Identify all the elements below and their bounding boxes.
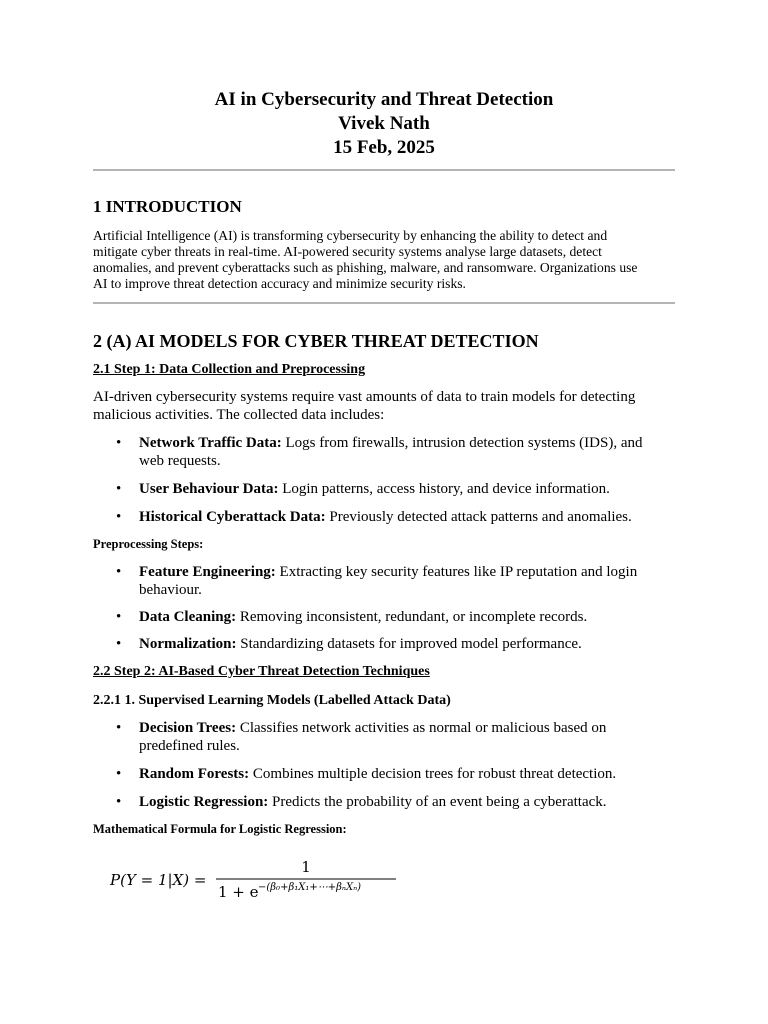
bullet-marker: • [116, 481, 122, 497]
step1-paragraph [93, 388, 683, 424]
bullet-marker: • [116, 766, 122, 782]
horizontal-rule [93, 302, 675, 304]
document-date: 15 Feb, 2025 [333, 137, 435, 158]
document-author: Vivek Nath [338, 113, 430, 134]
bullet-text-continued: behaviour. [139, 582, 202, 598]
step1-line: AI-driven cybersecurity systems require vast amounts of data to train models for detecting [93, 389, 636, 405]
intro-heading: 1 INTRODUCTION [93, 197, 242, 216]
bullet-marker: • [116, 509, 122, 525]
bullet-marker: • [116, 435, 122, 451]
formula-numerator: 1 [301, 858, 311, 876]
section2-heading: 2 (A) AI MODELS FOR CYBER THREAT DETECTION [93, 331, 539, 351]
bullet-text: Removing inconsistent, redundant, or incomplete records. [236, 609, 588, 625]
intro-line: mitigate cyber threats in real-time. AI-powered security systems analyse large datasets, detect [93, 244, 602, 259]
bullet-text: Classifies network activities as normal or malicious based on [236, 720, 607, 736]
bullet-term: Data Cleaning: [139, 609, 237, 625]
step1-line: malicious activities. The collected data includes: [93, 407, 385, 423]
bullet-marker: • [116, 564, 122, 580]
bullet-text: Login patterns, access history, and device information. [278, 481, 610, 497]
intro-paragraph [93, 228, 683, 292]
bullet-marker: • [116, 794, 122, 810]
bullet-marker: • [116, 609, 122, 625]
bullet-term: Decision Trees: [139, 720, 237, 736]
bullet-term: Network Traffic Data: [139, 435, 282, 451]
step1-heading: 2.1 Step 1: Data Collection and Preprocessing [93, 362, 366, 377]
bullet-term: Random Forests: [139, 766, 250, 782]
supervised-heading: 2.2.1 1. Supervised Learning Models (Labelled Attack Data) [93, 693, 451, 708]
bullet-text: Previously detected attack patterns and anomalies. [325, 509, 632, 525]
bullet-term: Logistic Regression: [139, 794, 269, 810]
bullet-text-continued: predefined rules. [139, 738, 240, 754]
intro-line: anomalies, and prevent cyberattacks such as phishing, malware, and ransomware. Organizations use [93, 260, 638, 275]
bullet-term: Historical Cyberattack Data: [139, 509, 326, 525]
bullet-text: Standardizing datasets for improved model performance. [236, 636, 582, 652]
bullet-text-continued: web requests. [139, 453, 221, 469]
bullet-text: Predicts the probability of an event being a cyberattack. [268, 794, 607, 810]
step2-heading: 2.2 Step 2: AI-Based Cyber Threat Detection Techniques [93, 664, 430, 679]
bullet-text: Logs from firewalls, intrusion detection systems (IDS), and [281, 435, 643, 451]
intro-line: AI to improve threat detection accuracy and minimize security risks. [93, 276, 466, 291]
bullet-term: Feature Engineering: [139, 564, 276, 580]
preprocessing-heading: Preprocessing Steps: [93, 537, 204, 551]
formula-denominator: 1 + e [218, 883, 259, 901]
bullet-marker: • [116, 636, 122, 652]
bullet-term: User Behaviour Data: [139, 481, 279, 497]
bullet-text: Combines multiple decision trees for robust threat detection. [249, 766, 617, 782]
formula-heading: Mathematical Formula for Logistic Regression: [93, 822, 347, 836]
document-title: AI in Cybersecurity and Threat Detection [214, 89, 554, 110]
bullet-term: Normalization: [139, 636, 237, 652]
logistic-regression-formula [108, 852, 408, 902]
bullet-marker: • [116, 720, 122, 736]
horizontal-rule [93, 169, 675, 171]
bullet-text: Extracting key security features like IP reputation and login [275, 564, 638, 580]
formula-lhs: P(Y = 1|X) = [110, 871, 207, 889]
intro-line: Artificial Intelligence (AI) is transforming cybersecurity by enhancing the ability to detect and [93, 228, 608, 243]
title-block [0, 88, 768, 160]
formula-exponent: −(β₀+β₁X₁+⋯+βₙXₙ) [258, 882, 362, 893]
